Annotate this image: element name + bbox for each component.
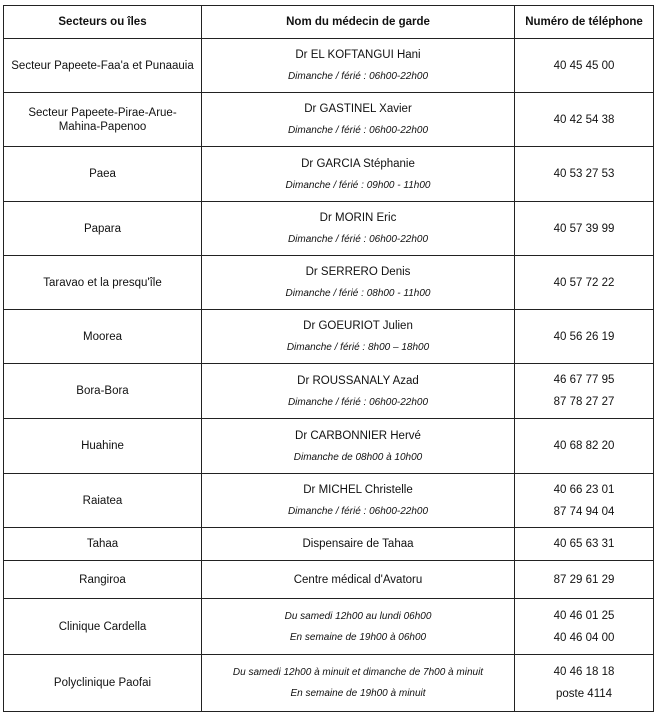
phone-number: 40 57 39 99 (553, 222, 615, 235)
phone-cell (515, 528, 654, 561)
doctor-name: Dr EL KOFTANGUI Hani (295, 49, 421, 61)
phone-cell (515, 599, 654, 655)
table-row (4, 39, 654, 93)
doctor-cell (202, 93, 515, 147)
phone-number: 40 46 04 00 (553, 631, 615, 644)
phone-number: 40 53 27 53 (553, 168, 615, 180)
doctor-cell (202, 561, 515, 599)
sector-cell: Tahaa (4, 528, 202, 561)
duty-hours: Du samedi 12h00 au lundi 06h00 (284, 610, 432, 622)
duty-hours: Dimanche / férié : 09h00 - 11h00 (285, 179, 431, 191)
sector-cell: Bora-Bora (4, 364, 202, 419)
phone-number: 40 46 18 18 (553, 666, 615, 678)
table-row (4, 93, 654, 147)
doctor-name: Dr CARBONNIER Hervé (295, 429, 421, 442)
phone-cell (515, 39, 654, 93)
doctor-cell (202, 474, 515, 528)
duty-hours: Dimanche / férié : 8h00 – 18h00 (286, 342, 430, 353)
phone-number: 87 29 61 29 (553, 573, 615, 586)
sector-cell: Moorea (4, 310, 202, 364)
doctor-cell (202, 655, 515, 712)
duty-hours: Dimanche / férié : 06h00-22h00 (287, 71, 429, 82)
doctor-cell (202, 599, 515, 655)
duty-hours: Du samedi 12h00 à minuit et dimanche de 7h00 à minuit (232, 667, 484, 678)
table-header-row (4, 6, 654, 39)
phone-cell (515, 419, 654, 474)
phone-number: poste 4114 (555, 688, 613, 700)
duty-hours: Dimanche / férié : 08h00 - 11h00 (285, 288, 431, 299)
doctor-name: Dr GOEURIOT Julien (303, 320, 413, 332)
table-row (4, 364, 654, 419)
table-row (4, 147, 654, 202)
table-row (4, 528, 654, 561)
duty-hours: Dimanche / férié : 06h00-22h00 (287, 125, 429, 136)
doctor-cell (202, 419, 515, 474)
phone-cell (515, 256, 654, 310)
header-doctor: Nom du médecin de garde (202, 6, 515, 39)
sector-cell: Taravao et la presqu'île (4, 256, 202, 310)
phone-cell (515, 364, 654, 419)
phone-cell (515, 147, 654, 202)
phone-number: 40 56 26 19 (553, 330, 615, 343)
sector-cell: Secteur Papeete-Pirae-Arue-Mahina-Papenoo (4, 93, 202, 147)
phone-cell (515, 202, 654, 256)
doctor-cell (202, 39, 515, 93)
sector-cell: Rangiroa (4, 561, 202, 599)
duty-hours: En semaine de 19h00 à minuit (290, 688, 426, 699)
phone-cell (515, 310, 654, 364)
table-row (4, 202, 654, 256)
phone-number: 40 45 45 00 (553, 59, 615, 72)
phone-cell (515, 474, 654, 528)
table-row (4, 655, 654, 712)
phone-number: 87 74 94 04 (553, 505, 615, 518)
duty-hours: Dimanche / férié : 06h00-22h00 (287, 506, 429, 517)
sector-cell: Clinique Cardella (4, 599, 202, 655)
table-row (4, 561, 654, 599)
doctor-name: Dr ROUSSANALY Azad (297, 374, 419, 387)
on-call-doctors-table (3, 5, 654, 712)
phone-number: 40 68 82 20 (553, 440, 615, 452)
table-row (4, 599, 654, 655)
phone-cell (515, 93, 654, 147)
doctor-name: Centre médical d'Avatoru (293, 573, 423, 586)
doctor-cell (202, 528, 515, 561)
phone-cell (515, 655, 654, 712)
duty-hours: Dimanche / férié : 06h00-22h00 (287, 396, 429, 408)
doctor-cell (202, 147, 515, 202)
header-sector: Secteurs ou îles (4, 6, 202, 39)
phone-number: 40 65 63 31 (553, 538, 615, 550)
table-row (4, 256, 654, 310)
doctor-cell (202, 202, 515, 256)
doctor-name: Dr MORIN Eric (319, 212, 397, 224)
duty-hours: En semaine de 19h00 à 06h00 (289, 631, 427, 643)
sector-cell: Polyclinique Paofai (4, 655, 202, 712)
doctor-name: Dr SERRERO Denis (305, 266, 411, 278)
sector-cell: Huahine (4, 419, 202, 474)
sector-cell: Raiatea (4, 474, 202, 528)
sector-cell: Secteur Papeete-Faa'a et Punaauia (4, 39, 202, 93)
table-row (4, 474, 654, 528)
phone-number: 40 66 23 01 (553, 483, 615, 496)
doctor-cell (202, 256, 515, 310)
phone-cell (515, 561, 654, 599)
doctor-cell (202, 364, 515, 419)
table-row (4, 310, 654, 364)
sector-cell: Paea (4, 147, 202, 202)
doctor-name: Dr GARCIA Stéphanie (301, 157, 415, 170)
duty-hours: Dimanche de 08h00 à 10h00 (293, 451, 423, 463)
phone-number: 87 78 27 27 (553, 396, 615, 408)
doctor-name: Dr MICHEL Christelle (303, 484, 413, 496)
sector-cell: Papara (4, 202, 202, 256)
phone-number: 40 57 72 22 (553, 276, 615, 289)
doctor-name: Dispensaire de Tahaa (302, 538, 414, 550)
phone-number: 46 67 77 95 (553, 374, 615, 386)
table-body (4, 39, 654, 712)
duty-hours: Dimanche / férié : 06h00-22h00 (287, 234, 429, 245)
header-phone: Numéro de téléphone (515, 6, 654, 39)
doctor-name: Dr GASTINEL Xavier (304, 103, 412, 115)
table-row (4, 419, 654, 474)
doctor-cell (202, 310, 515, 364)
phone-number: 40 42 54 38 (553, 113, 615, 126)
phone-number: 40 46 01 25 (553, 609, 615, 622)
